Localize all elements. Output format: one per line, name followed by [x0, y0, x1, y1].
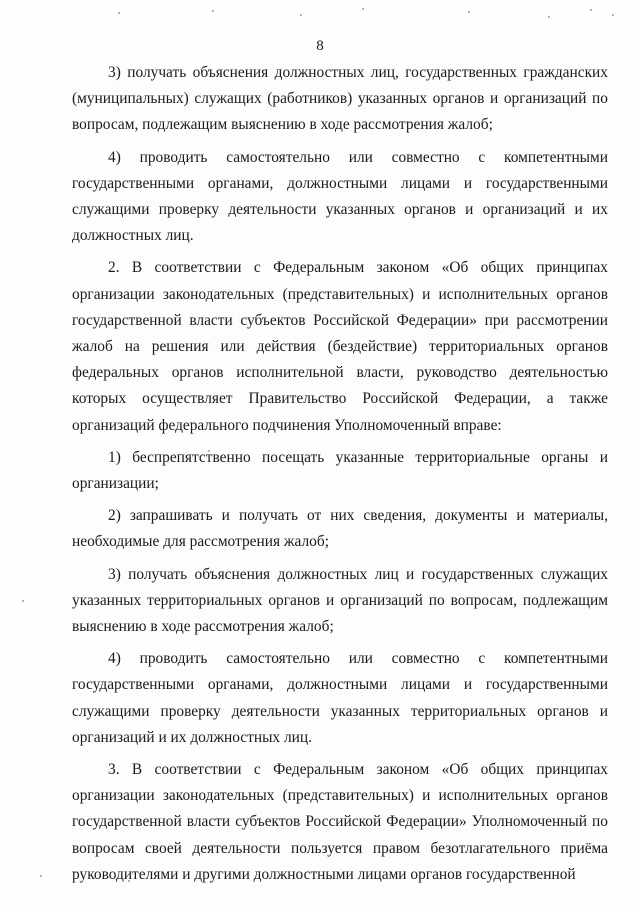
paragraph: 3) получать объяснения должностных лиц и государственных служащих указанных территориальных органов и организаций по вопросам, подлежащим выяснению в ходе рассмотрения жалоб;	[72, 565, 608, 636]
paragraph: 1) беспрепятственно посещать указанные территориальные органы и организации;	[72, 448, 608, 493]
document-body	[72, 60, 608, 888]
paragraph: 4) проводить самостоятельно или совместно с компетентными государственными органами, должностными лицами и государственными служащими проверку деятельности указанных органов и организаций и их должностных лиц.	[72, 148, 608, 245]
paragraph: 4) проводить самостоятельно или совместно с компетентными государственными органами, должностными лицами и государственными служащими проверку деятельности указанных территориальных органов и организаций и их должностных лиц.	[72, 650, 608, 746]
page-number: 8	[316, 38, 324, 54]
paragraph: 3) получать объяснения должностных лиц, государственных гражданских (муниципальных) служащих (работников) указанных органов и организаций по вопросам, подлежащим выяснению в ходе рассмотрения жалоб;	[72, 64, 608, 134]
paragraph: 2) запрашивать и получать от них сведения, документы и материалы, необходимые для рассмотрения жалоб;	[72, 507, 608, 551]
paragraph: 3. В соответствии с Федеральным законом «Об общих принципах организации законодательных (представительных) и исполнительных органов государственной власти субъектов Российской Федерации» Уполномоченный по вопросам своей деятельности пользуется правом безотлагательного приёма руководителями и другими должностными лицами органов государственной	[72, 761, 608, 883]
paragraph: 2. В соответствии с Федеральным законом «Об общих принципах организации законодательных (представительных) и исполнительных органов государственной власти субъектов Российской Федерации» при рассмотрении жалоб на решения или действия (бездействие) территориальных органов федеральных органов исполнительной власти, руководство деятельностью которых осуществляет Правительство Российской Федерации, а также организаций федерального подчинения Уполномоченный вправе:	[72, 259, 608, 434]
